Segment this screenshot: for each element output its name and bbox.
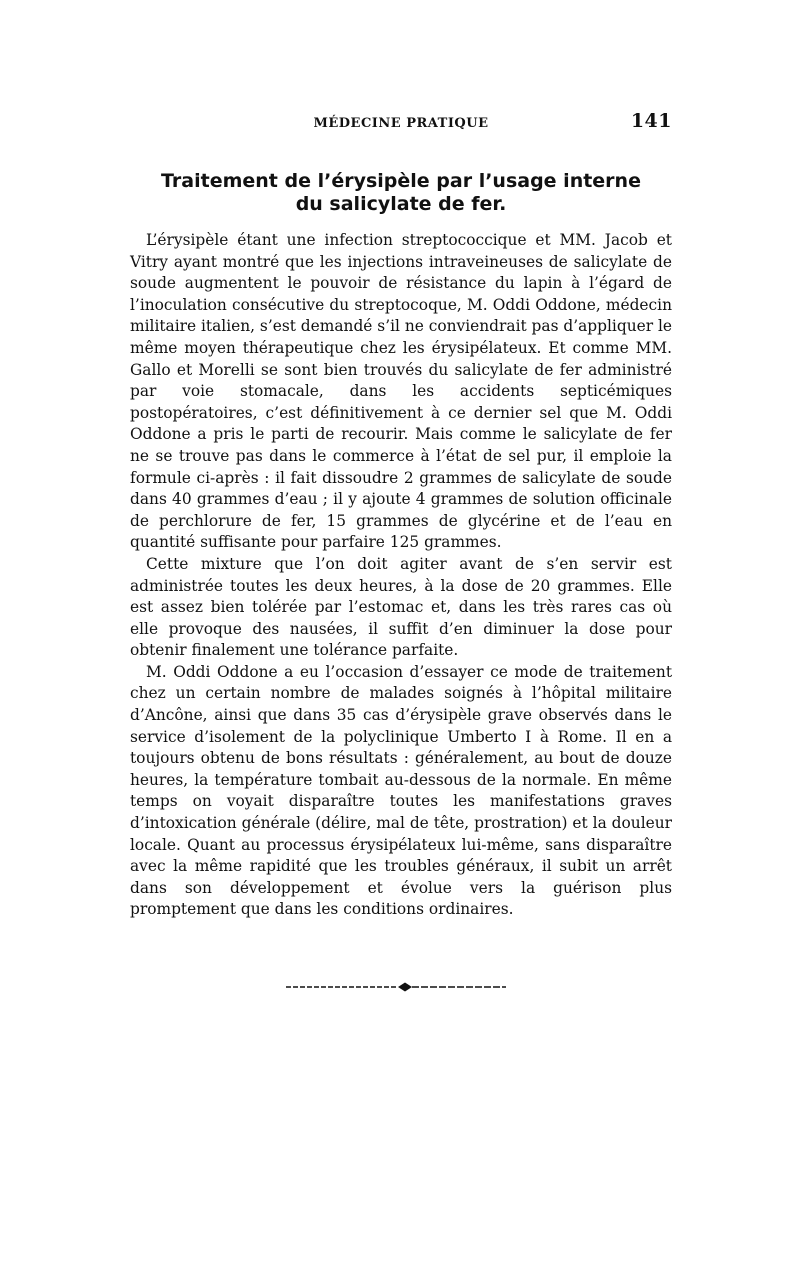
paragraph-1: L’érysipèle étant une infection streptococcique et MM. Jacob et Vitry ayant montré que les injections intraveineuses de salicylate de soude augmentent le pouvoir de résistance du lapin à l’égard de l’inoculation consécutive du streptocoque, M. Oddi Oddone, médecin militaire italien, s’est demandé s’il ne conviendrait pas d’appliquer le même moyen thérapeutique chez les érysipélateux. Et comme MM. Gallo et Morelli se sont bien trouvés du salicylate de fer administré par voie stomacale, dans les accidents septicémiques postopératoires, c’est définitivement à ce dernier sel que M. Oddi Oddone a pris le parti de recourir. Mais comme le salicylate de fer ne se trouve pas dans le commerce à l’état de sel pur, il emploie la formule ci-après : il fait dissoudre 2 grammes de salicylate de soude dans 40 grammes d’eau ; il y ajoute 4 grammes de solution officinale de perchlorure de fer, 15 grammes de glycérine et de l’eau en quantité suffisante pour parfaire 125 grammes.	[130, 231, 673, 552]
paragraph-3: M. Oddi Oddone a eu l’occasion d’essayer ce mode de traitement chez un certain nombre de malades soignés à l’hôpital militaire d’Ancône, ainsi que dans 35 cas d’érysipèle grave observés dans le service d’isolement de la polyclinique Umberto I à Rome. Il en a toujours obtenu de bons résultats : généralement, au bout de douze heures, la température tombait au-dessous de la normale. En même temps on voyait disparaître toutes les manifestations graves d’intoxication générale (délire, mal de tête, prostration) et la douleur locale. Quant au processus érysipélateux lui-même, sans disparaître avec la même rapidité que les troubles généraux, il subit un arrêt dans son développement et évolue vers la guérison plus promptement que dans les conditions ordinaires.	[130, 662, 672, 919]
running-title: MÉDECINE PRATIQUE	[313, 116, 489, 131]
article-title-line-1: Traitement de l’érysipèle par l’usage interne	[161, 170, 641, 192]
book-page	[130, 108, 672, 921]
paragraph-2: Cette mixture que l’on doit agiter avant de s’en servir est administrée toutes les deux heures, à la dose de 20 grammes. Elle est assez bien tolérée par l’estomac et, dans les très rares cas où elle provoque des nausées, il suffit d’en diminuer la dose pour obtenir finalement une tolérance parfaite.	[130, 554, 672, 660]
article-title-line-2: du salicylate de fer.	[295, 193, 507, 215]
article-title	[130, 170, 672, 216]
running-head	[130, 108, 672, 142]
diamond-dash-rule-icon	[286, 980, 506, 994]
page-number: 141	[630, 110, 672, 132]
